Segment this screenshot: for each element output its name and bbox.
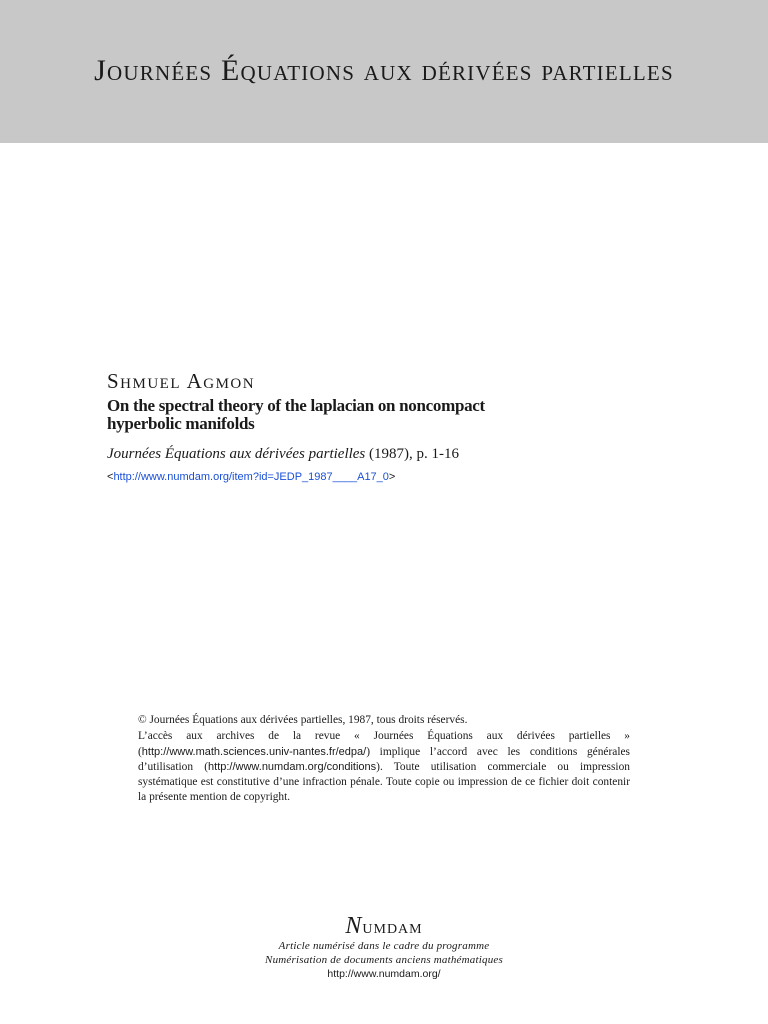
citation-pages: (1987), p. 1-16: [365, 446, 460, 462]
numdam-program-line: Article numérisé dans le cadre du programme: [278, 940, 490, 952]
conditions-link[interactable]: http://www.numdam.org/conditions: [208, 760, 377, 773]
numdam-logo-rest: umdam: [362, 916, 423, 938]
journal-title: Journées Équations aux dérivées partielles: [94, 54, 674, 87]
item-url-line: [107, 471, 395, 483]
url-open-bracket: <: [107, 471, 114, 483]
url-close-bracket: >: [388, 471, 396, 483]
numdam-footer: [0, 913, 768, 981]
numdam-program-name: Numérisation de documents anciens mathématiques: [265, 953, 503, 966]
copyright-line: © Journées Équations aux dérivées partielles, 1987, tous droits réservés.: [138, 714, 468, 726]
citation: [107, 446, 459, 463]
terms-of-use: [138, 729, 630, 805]
numdam-url-link[interactable]: http://www.numdam.org/: [327, 968, 441, 980]
numdam-logo: [0, 913, 768, 940]
author-name: Shmuel Agmon: [107, 369, 256, 393]
copyright-notice: [138, 713, 630, 806]
numdam-logo-initial: N: [345, 913, 363, 939]
terms-text-2: ) implique l’accord avec les conditions générales d’utilisation (: [138, 745, 630, 773]
article-title: On the spectral theory of the laplacian on noncompact hyperbolic manifolds: [107, 396, 485, 433]
terms-text-1: L’accès aux archives de la revue « Journées Équations aux dérivées partielles » (: [138, 730, 630, 758]
citation-journal: Journées Équations aux dérivées partielles: [107, 446, 366, 462]
journal-banner: [0, 0, 768, 143]
terms-text-3: ). Toute utilisation commerciale ou impression systématique est constitutive d’une infraction pénale. Toute copie ou impression de ce fichier doit contenir la présente mention de copyright.: [138, 760, 630, 804]
item-link[interactable]: http://www.numdam.org/item?id=JEDP_1987____A17_0: [113, 471, 389, 483]
edpa-link[interactable]: http://www.math.sciences.univ-nantes.fr/edpa/: [141, 745, 367, 758]
